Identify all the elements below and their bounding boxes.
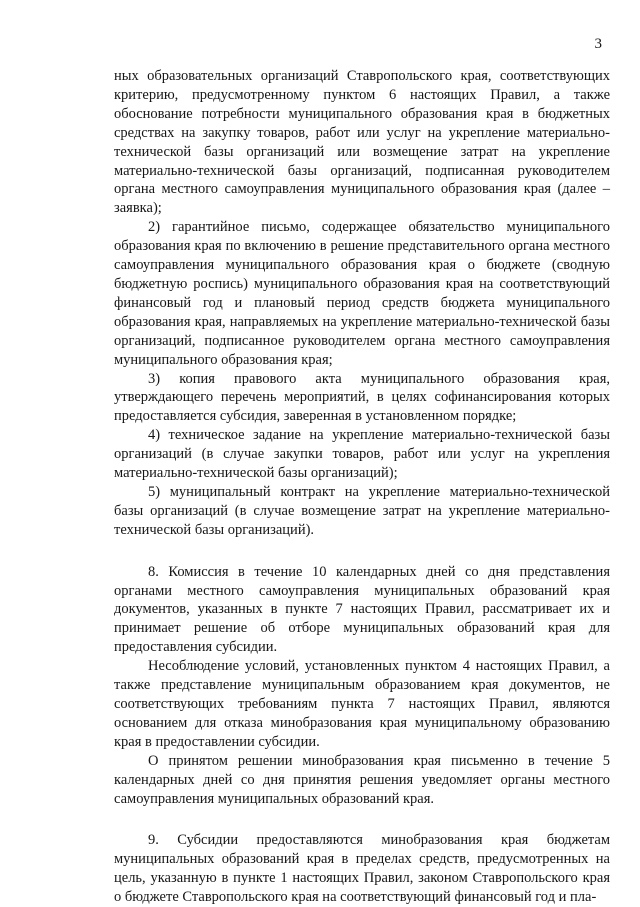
paragraph-refusal-grounds: Несоблюдение условий, установленных пунктом 4 настоящих Правил, а также представление муниципальным образованием края документов, не соответствующих требованиям пункта 7 настоящих Правил, являются основанием для отказа минобразования края муниципальному образованию края в предоставлении субсидии. xyxy=(114,658,610,750)
paragraph-notification: О принятом решении минобразования края письменно в течение 5 календарных дней со дня принятия решения уведомляет органы местного самоуправления муниципальных образований края. xyxy=(114,752,610,807)
paragraph-section-8: 8. Комиссия в течение 10 календарных дней со дня представления органами местного самоуправления муниципальных образований края документов, указанных в пункте 7 настоящих Правил, рассматривает их и принимает решение об отборе муниципальных образований края для предоставления субсидии. xyxy=(114,563,610,656)
paragraph-municipal-contract: 5) муниципальный контракт на укрепление материально-технической базы организаций (в случае возмещение затрат на укрепление материально-технической базы организаций). xyxy=(114,483,610,538)
document-body xyxy=(114,67,610,907)
page-number: 3 xyxy=(594,36,602,52)
section-gap xyxy=(114,808,610,831)
paragraph-application: ных образовательных организаций Ставропольского края, соответствующих критерию, предусмотренному пунктом 6 настоящих Правил, а также обоснование потребности муниципального образования края в бюджетных средствах на закупку товаров, работ или услуг на укрепление материально-технической базы организаций или возмещение затрат на укрепление материально-технической базы организаций, подписанная руководителем органа местного самоуправления муниципального образования края (далее – заявка); xyxy=(114,68,610,217)
paragraph-section-9: 9. Субсидии предоставляются минобразования края бюджетам муниципальных образований края в пределах средств, предусмотренных на цель, указанную в пункте 1 настоящих Правил, законом Ставропольского края о бюджете Ставропольского края на соответствующий финансовый год и пла- xyxy=(114,832,610,906)
section-gap xyxy=(114,540,610,563)
paragraph-technical-assignment: 4) техническое задание на укрепление материально-технической базы организаций (в случае закупки товаров, работ или услуг на укрепления материально-технической базы организаций); xyxy=(114,427,610,482)
paragraph-guarantee-letter: 2) гарантийное письмо, содержащее обязательство муниципального образования края по включению в решение представительного органа местного самоуправления муниципального образования края о бюджете (сводную бюджетную роспись) муниципального образования края на соответствующий финансовый год и плановый период средств бюджета муниципального образования края, направляемых на укрепление материально-технической базы организаций, подписанное руководителем органа местного самоуправления муниципального образования края; xyxy=(114,219,610,368)
paragraph-legal-act-copy: 3) копия правового акта муниципального образования края, утверждающего перечень мероприятий, в целях софинансирования которых предоставляется субсидия, заверенная в установленном порядке; xyxy=(114,370,610,425)
